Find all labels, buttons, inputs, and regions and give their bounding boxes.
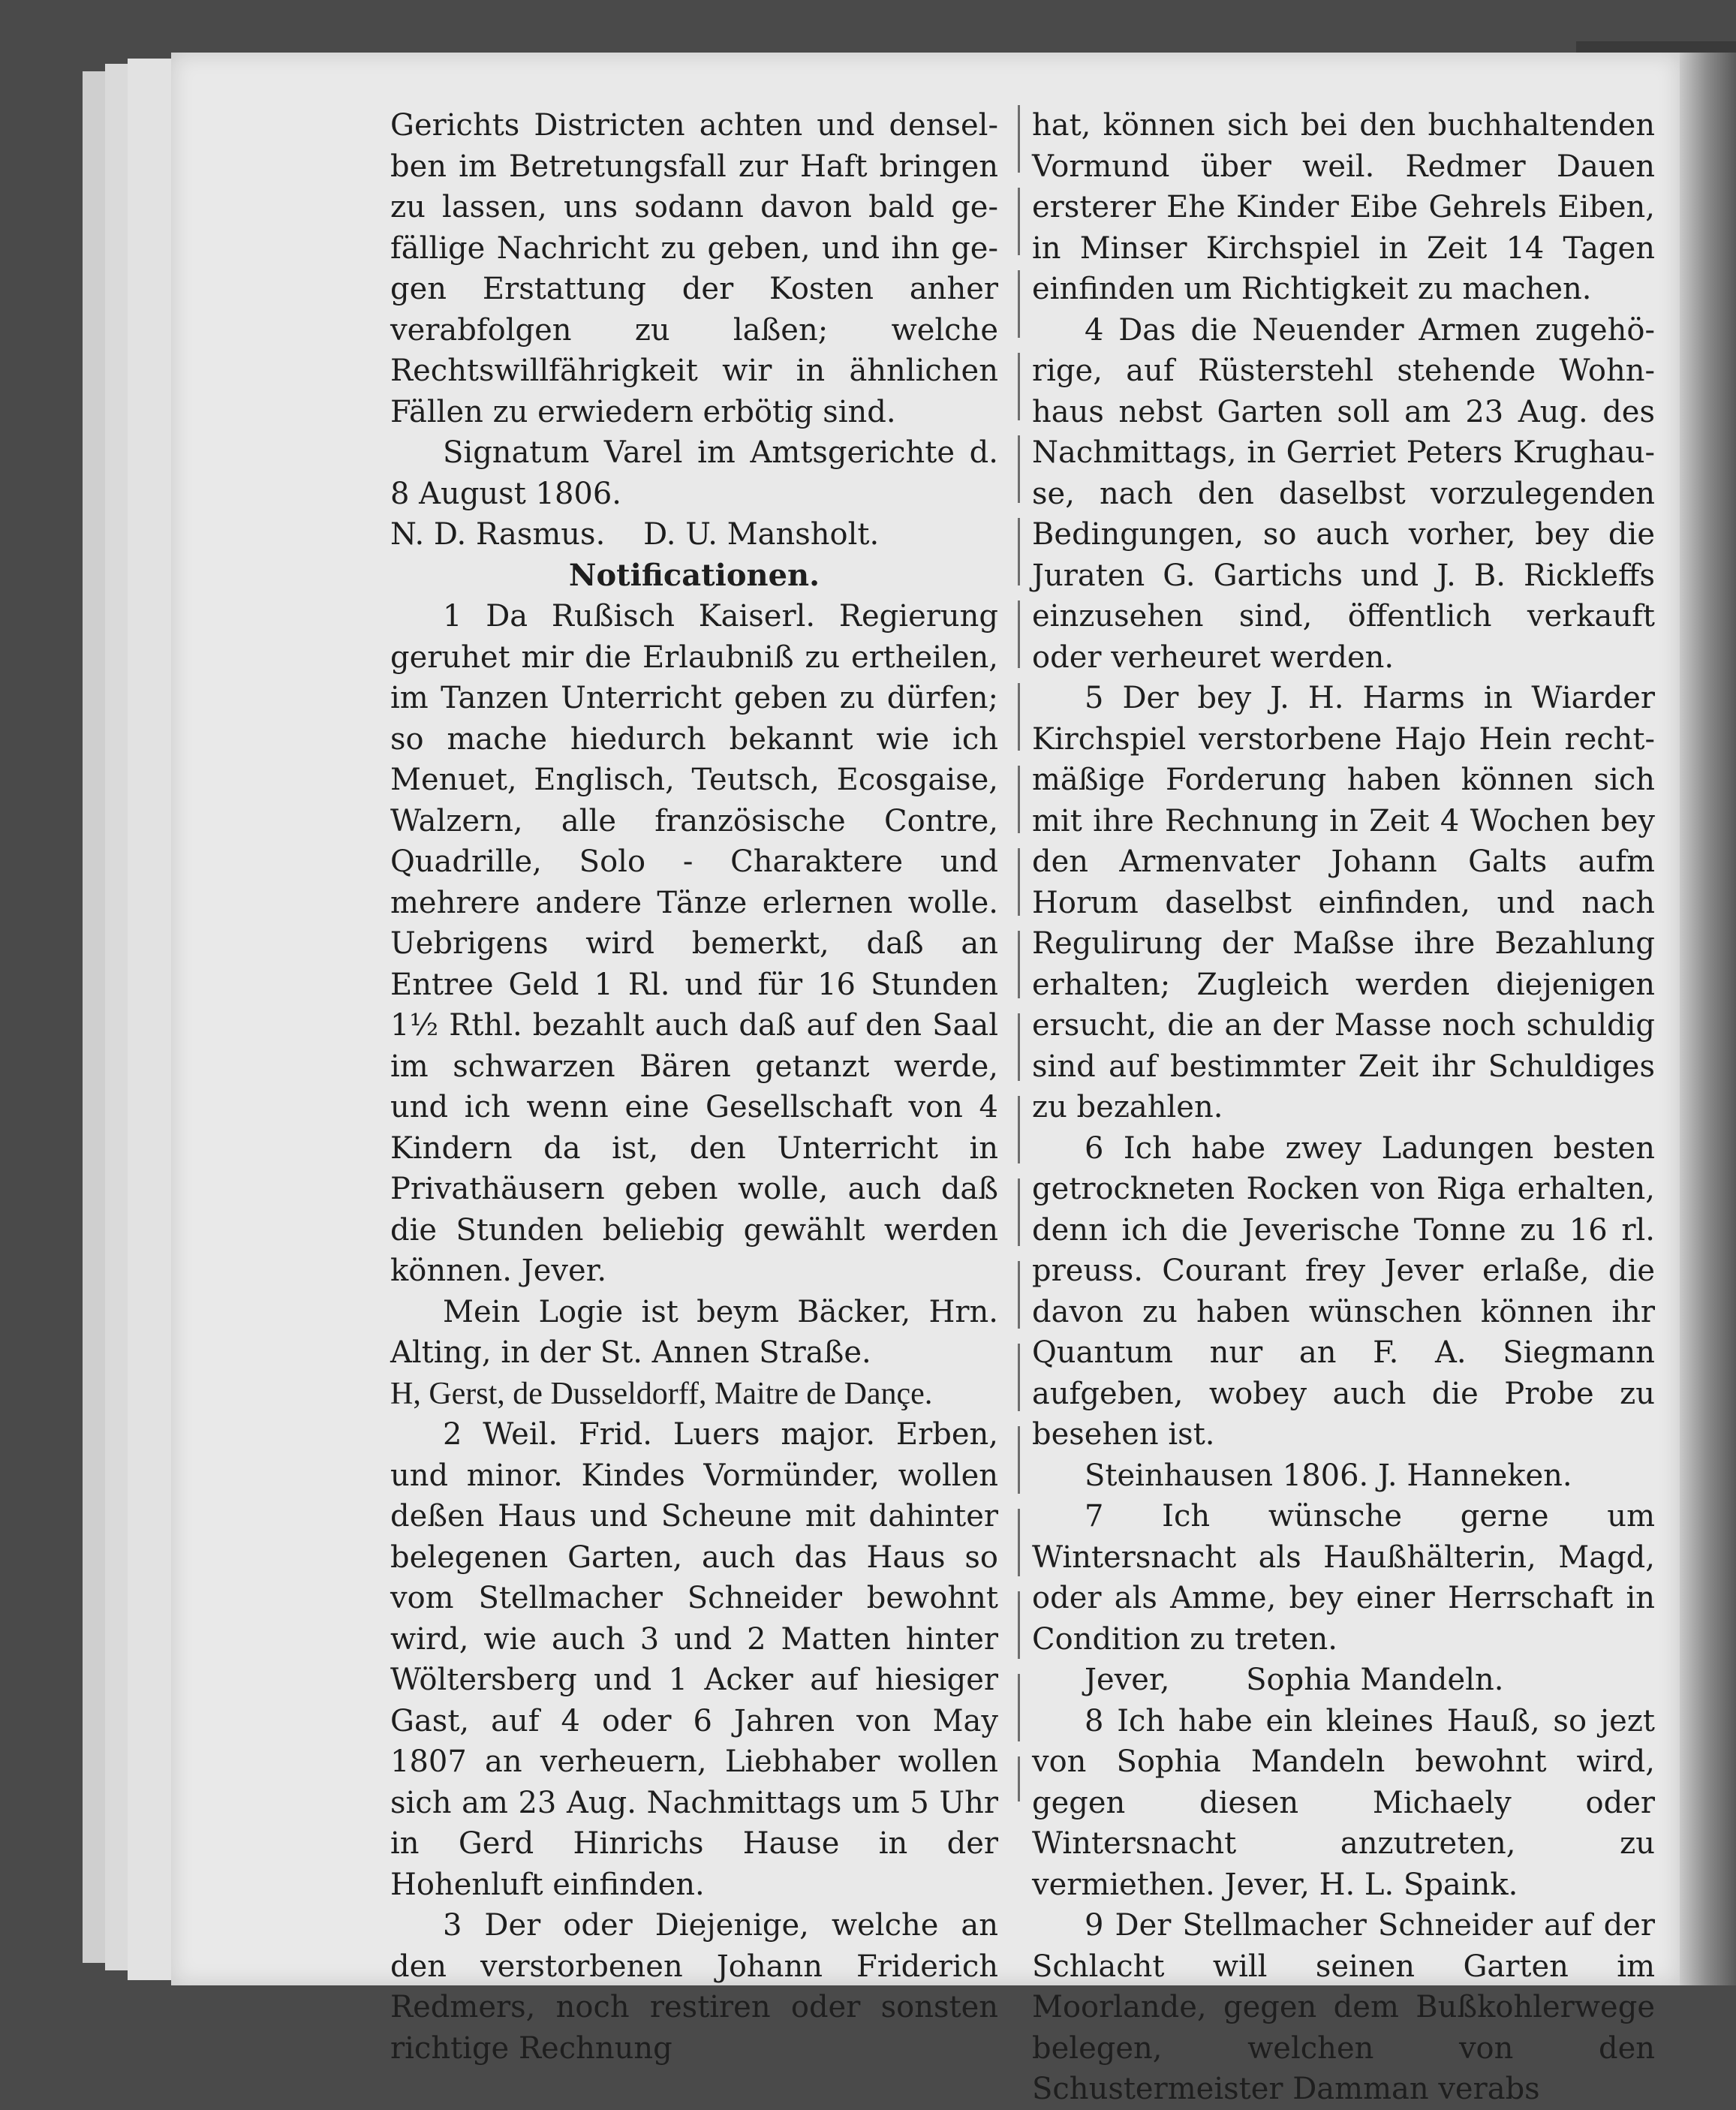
- page-stack-edge: [128, 59, 173, 1980]
- paragraph: 6 Ich habe zwey Ladungen besten getrockneten Rocken von Riga erhalten, denn ich die Jeverische Tonne zu 16 rl. preuss. Courant frey Jever erlaße, die davon zu haben wünschen können ihr Quantum nur an F. A. Siegmann aufgeben, wobey auch die Probe zu besehen ist.: [1032, 1130, 1655, 1452]
- right-column: [1032, 105, 1655, 2110]
- paragraph: 3 Der oder Diejenige, welche an den verstorbenen Johann Friderich Redmers, noch restiren oder sonsten richtige Rechnung: [390, 1908, 998, 2066]
- column-divider: [1018, 105, 1020, 1801]
- page-stack-edge: [83, 71, 105, 1963]
- paragraph: Mein Logie ist beym Bäcker, Hrn. Alting, in der St. Annen Straße.: [390, 1294, 998, 1370]
- paragraph: 9 Der Stellmacher Schneider auf der Schlacht will seinen Garten im Moorlande, gegen dem Bußkohlerwege belegen, welchen von den Schustermeister Damman verabs: [1032, 1908, 1655, 2106]
- paragraph: Jever, Sophia Mandeln.: [1085, 1663, 1504, 1697]
- paragraph: Steinhausen 1806. J. Hanneken.: [1085, 1458, 1572, 1493]
- paragraph: 2 Weil. Frid. Luers major. Erben, und minor. Kindes Vormünder, wollen deßen Haus und Scheune mit dahinter belegenen Garten, auch das Haus so vom Stellmacher Schneider bewohnt wird, wie auch 3 und 2 Matten hinter Wöltersberg und 1 Acker auf hiesiger Gast, auf 4 oder 6 Jahren von May 1807 an verheuern, Liebhaber wollen sich am 23 Aug. Nachmittags um 5 Uhr in Gerd Hinrichs Hause in der Hohenluft einfinden.: [390, 1417, 998, 1902]
- paragraph: 5 Der bey J. H. Harms in Wiarder Kirchspiel verstorbene Hajo Hein rechtmäßige Forderung haben können sich mit ihre Rechnung in Zeit 4 Wochen bey den Armenvater Johann Galts aufm Horum daselbst einfinden, und nach Regulirung der Maßse ihre Bezahlung erhalten; Zugleich werden diejenigen ersucht, die an der Masse noch schuldig sind auf bestimmter Zeit ihr Schuldiges zu bezahlen.: [1032, 681, 1655, 1124]
- paragraph: hat, können sich bei den buchhaltenden Vormund über weil. Redmer Dauen ersterer Ehe Kinder Eibe Gehrels Eiben, in Minser Kirchspiel in Zeit 14 Tagen einfinden um Richtigkeit zu machen.: [1032, 108, 1655, 306]
- paragraph: 1 Da Rußisch Kaiserl. Regierung geruhet mir die Erlaubniß zu ertheilen, im Tanzen Unterricht geben zu dürfen; so mache hiedurch bekannt wie ich Menuet, Englisch, Teutsch, Ecosgaise, Walzern, alle französische Contre, Quadrille, Solo - Charaktere und mehrere andere Tänze erlernen wolle. Uebrigens wird bemerkt, daß an Entree Geld 1 Rl. und für 16 Stunden 1½ Rthl. bezahlt auch daß auf den Saal im schwarzen Bären getanzt werde, und ich wenn eine Gesellschaft von 4 Kindern da ist, den Unterricht in Privathäusern geben wolle, auch daß die Stunden beliebig gewählt werden können. Jever.: [390, 599, 998, 1288]
- paragraph: Signatum Varel im Amtsgerichte d. 8 August 1806.: [390, 435, 998, 511]
- left-column: [390, 105, 998, 2069]
- paragraph: Gerichts Districten achten und denselben im Betretungsfall zur Haft bringen zu lassen, uns sodann davon bald gefällige Nachricht zu geben, und ihn gegen Erstattung der Kosten anher verabfolgen zu laßen; welche Rechtswillfährigkeit wir in ähnlichen Fällen zu erwiedern erbötig sind.: [390, 108, 998, 429]
- page-gutter-shadow: [1680, 53, 1736, 1985]
- paragraph: 8 Ich habe ein kleines Hauß, so jezt von Sophia Mandeln bewohnt wird, gegen diesen Michaely oder Wintersnacht anzutreten, zu vermiethen. Jever, H. L. Spaink.: [1032, 1703, 1655, 1902]
- signature-line: N. D. Rasmus. D. U. Mansholt.: [390, 517, 880, 552]
- paragraph: H, Gerst, de Dusseldorff, Maitre de Dançe.: [390, 1376, 933, 1411]
- paragraph: 7 Ich wünsche gerne um Wintersnacht als Haußhälterin, Magd, oder als Amme, bey einer Herrschaft in Condition zu treten.: [1032, 1499, 1655, 1657]
- page-stack-edge: [105, 64, 128, 1970]
- section-heading: Notificationen.: [568, 557, 820, 593]
- paragraph: 4 Das die Neuender Armen zugehörige, auf Rüsterstehl stehende Wohnhaus nebst Garten soll am 23 Aug. des Nachmittags, in Gerriet Peters Krughause, nach den daselbst vorzulegenden Bedingungen, so auch vorher, bey die Juraten G. Gartichs und J. B. Rickleffs einzusehen sind, öffentlich verkauft oder verheuret werden.: [1032, 312, 1655, 675]
